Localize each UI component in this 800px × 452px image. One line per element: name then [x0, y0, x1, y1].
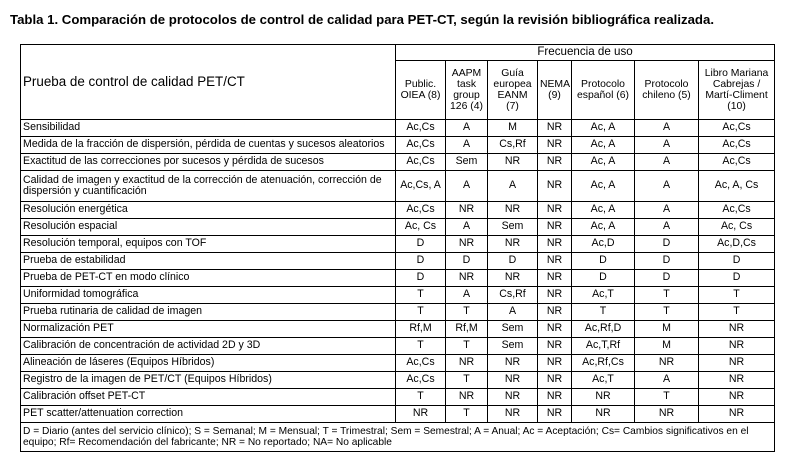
frequency-cell: Ac,Rf,Cs: [572, 355, 635, 372]
frequency-cell: Ac, A: [572, 219, 635, 236]
frequency-cell: A: [635, 219, 699, 236]
frequency-cell: D: [572, 253, 635, 270]
frequency-cell: M: [635, 321, 699, 338]
frequency-cell: Ac, A: [572, 154, 635, 171]
frequency-cell: NR: [538, 202, 572, 219]
group-header-cell: Frecuencia de uso: [396, 45, 775, 61]
frequency-cell: NR: [446, 355, 488, 372]
frequency-cell: D: [572, 270, 635, 287]
frequency-cell: Ac, Cs: [396, 219, 446, 236]
table-row: [21, 154, 775, 171]
frequency-cell: NR: [446, 202, 488, 219]
table-footnote: D = Diario (antes del servicio clínico); S = Semanal; M = Mensual; T = Trimestral; Sem = Semestral; A = Anual; Ac = Aceptación; Cs= Cambios significativos en el equipo; Rf= Recomendación del fabricante; NR = No reportado; NA= No aplicable: [21, 423, 775, 452]
table-row: [21, 406, 775, 423]
frequency-cell: A: [488, 304, 538, 321]
table-row: [21, 355, 775, 372]
frequency-cell: A: [635, 137, 699, 154]
column-header: Protocolo español (6): [572, 61, 635, 120]
frequency-cell: T: [635, 389, 699, 406]
frequency-cell: Ac,Cs, A: [396, 171, 446, 202]
frequency-cell: D: [699, 253, 775, 270]
frequency-cell: NR: [488, 372, 538, 389]
frequency-cell: D: [635, 253, 699, 270]
frequency-cell: NR: [538, 355, 572, 372]
frequency-cell: Sem: [488, 219, 538, 236]
test-name-cell: Registro de la imagen de PET/CT (Equipos Híbridos): [21, 372, 396, 389]
frequency-cell: Ac,T: [572, 287, 635, 304]
frequency-cell: NR: [538, 304, 572, 321]
frequency-cell: Ac,Rf,D: [572, 321, 635, 338]
frequency-cell: Sem: [488, 338, 538, 355]
frequency-cell: NR: [538, 406, 572, 423]
frequency-cell: Rf,M: [396, 321, 446, 338]
column-header: Libro Mariana Cabrejas / Martí-Climent (10): [699, 61, 775, 120]
frequency-cell: Sem: [446, 154, 488, 171]
frequency-cell: Ac,Cs: [699, 120, 775, 137]
frequency-cell: A: [635, 171, 699, 202]
frequency-cell: D: [396, 236, 446, 253]
test-name-cell: Calibración de concentración de actividad 2D y 3D: [21, 338, 396, 355]
frequency-cell: Ac,Cs: [396, 355, 446, 372]
frequency-cell: Ac,Cs: [396, 372, 446, 389]
frequency-cell: NR: [488, 236, 538, 253]
frequency-cell: D: [699, 270, 775, 287]
frequency-cell: Ac,Cs: [396, 120, 446, 137]
table-row: [21, 137, 775, 154]
frequency-cell: Ac,T,Rf: [572, 338, 635, 355]
frequency-cell: NR: [538, 120, 572, 137]
row-header-cell: Prueba de control de calidad PET/CT: [21, 45, 396, 120]
frequency-cell: T: [396, 389, 446, 406]
frequency-cell: Cs,Rf: [488, 287, 538, 304]
frequency-cell: NR: [699, 389, 775, 406]
frequency-cell: A: [488, 171, 538, 202]
frequency-cell: Ac,Cs: [699, 154, 775, 171]
frequency-cell: NR: [396, 406, 446, 423]
frequency-cell: D: [635, 270, 699, 287]
table-row: [21, 389, 775, 406]
test-name-cell: Resolución espacial: [21, 219, 396, 236]
frequency-cell: T: [572, 304, 635, 321]
frequency-cell: Ac,D: [572, 236, 635, 253]
frequency-cell: Ac,D,Cs: [699, 236, 775, 253]
frequency-cell: A: [446, 137, 488, 154]
frequency-cell: D: [446, 253, 488, 270]
frequency-cell: NR: [488, 202, 538, 219]
test-name-cell: Sensibilidad: [21, 120, 396, 137]
frequency-cell: NR: [699, 338, 775, 355]
table-row: [21, 202, 775, 219]
frequency-cell: NR: [488, 154, 538, 171]
table-row: [21, 120, 775, 137]
frequency-cell: D: [396, 253, 446, 270]
frequency-cell: NR: [699, 321, 775, 338]
frequency-cell: NR: [538, 338, 572, 355]
frequency-cell: D: [635, 236, 699, 253]
frequency-cell: Cs,Rf: [488, 137, 538, 154]
frequency-cell: NR: [538, 321, 572, 338]
frequency-cell: NR: [538, 270, 572, 287]
test-name-cell: Normalización PET: [21, 321, 396, 338]
frequency-cell: NR: [572, 406, 635, 423]
frequency-cell: Ac, A: [572, 120, 635, 137]
frequency-cell: M: [635, 338, 699, 355]
frequency-cell: NR: [538, 372, 572, 389]
table-row: [21, 219, 775, 236]
frequency-cell: Ac, A: [572, 137, 635, 154]
frequency-cell: Ac,Cs: [396, 202, 446, 219]
frequency-cell: NR: [488, 389, 538, 406]
frequency-cell: A: [446, 120, 488, 137]
frequency-cell: A: [635, 372, 699, 389]
frequency-cell: NR: [538, 253, 572, 270]
frequency-cell: T: [396, 338, 446, 355]
table-row: [21, 287, 775, 304]
test-name-cell: Resolución energética: [21, 202, 396, 219]
table-row: [21, 253, 775, 270]
column-header: NEMA (9): [538, 61, 572, 120]
frequency-cell: D: [396, 270, 446, 287]
frequency-cell: NR: [538, 171, 572, 202]
frequency-cell: Ac,Cs: [699, 137, 775, 154]
frequency-cell: Ac, A, Cs: [699, 171, 775, 202]
table-row: [21, 270, 775, 287]
table-caption: Tabla 1. Comparación de protocolos de control de calidad para PET-CT, según la revisión bibliográfica realizada.: [10, 12, 714, 27]
frequency-cell: NR: [488, 270, 538, 287]
frequency-cell: T: [699, 287, 775, 304]
test-name-cell: Medida de la fracción de dispersión, pérdida de cuentas y sucesos aleatorios: [21, 137, 396, 154]
frequency-cell: NR: [635, 355, 699, 372]
frequency-cell: T: [635, 304, 699, 321]
frequency-cell: NR: [538, 236, 572, 253]
frequency-cell: NR: [538, 154, 572, 171]
frequency-cell: Ac,T: [572, 372, 635, 389]
table-row: [21, 171, 775, 202]
test-name-cell: Calibración offset PET-CT: [21, 389, 396, 406]
test-name-cell: Prueba rutinaria de calidad de imagen: [21, 304, 396, 321]
test-name-cell: Exactitud de las correcciones por sucesos y pérdida de sucesos: [21, 154, 396, 171]
frequency-cell: NR: [699, 406, 775, 423]
frequency-cell: NR: [538, 219, 572, 236]
frequency-cell: Ac,Cs: [699, 202, 775, 219]
frequency-cell: Sem: [488, 321, 538, 338]
test-name-cell: Uniformidad tomográfica: [21, 287, 396, 304]
frequency-cell: A: [635, 154, 699, 171]
frequency-cell: NR: [572, 389, 635, 406]
test-name-cell: PET scatter/attenuation correction: [21, 406, 396, 423]
frequency-cell: Ac,Cs: [396, 137, 446, 154]
frequency-cell: M: [488, 120, 538, 137]
frequency-cell: NR: [446, 270, 488, 287]
test-name-cell: Prueba de PET-CT en modo clínico: [21, 270, 396, 287]
footnote-row: [21, 423, 775, 452]
frequency-cell: NR: [488, 355, 538, 372]
table-row: [21, 321, 775, 338]
test-name-cell: Prueba de estabilidad: [21, 253, 396, 270]
frequency-cell: T: [396, 304, 446, 321]
test-name-cell: Calidad de imagen y exactitud de la corrección de atenuación, corrección de dispersión y cuantificación: [21, 171, 396, 202]
frequency-cell: A: [446, 287, 488, 304]
frequency-cell: NR: [488, 406, 538, 423]
frequency-cell: A: [446, 171, 488, 202]
column-header: Protocolo chileno (5): [635, 61, 699, 120]
frequency-cell: NR: [699, 355, 775, 372]
frequency-cell: NR: [538, 389, 572, 406]
frequency-cell: Ac, A: [572, 171, 635, 202]
frequency-cell: NR: [699, 372, 775, 389]
frequency-cell: NR: [446, 236, 488, 253]
frequency-cell: D: [488, 253, 538, 270]
frequency-cell: A: [635, 202, 699, 219]
qc-comparison-table: [20, 44, 775, 452]
test-name-cell: Resolución temporal, equipos con TOF: [21, 236, 396, 253]
column-header: Guía europea EANM (7): [488, 61, 538, 120]
frequency-cell: A: [446, 219, 488, 236]
frequency-cell: T: [446, 406, 488, 423]
test-name-cell: Alineación de láseres (Equipos Híbridos): [21, 355, 396, 372]
frequency-cell: T: [699, 304, 775, 321]
frequency-cell: Rf,M: [446, 321, 488, 338]
frequency-cell: T: [396, 287, 446, 304]
frequency-cell: Ac, A: [572, 202, 635, 219]
frequency-cell: T: [446, 304, 488, 321]
column-header: AAPM task group 126 (4): [446, 61, 488, 120]
frequency-cell: Ac,Cs: [396, 154, 446, 171]
frequency-cell: T: [446, 338, 488, 355]
frequency-cell: A: [635, 120, 699, 137]
table-row: [21, 236, 775, 253]
frequency-cell: NR: [538, 137, 572, 154]
frequency-cell: NR: [446, 389, 488, 406]
table-row: [21, 338, 775, 355]
column-header: Public. OIEA (8): [396, 61, 446, 120]
frequency-cell: Ac, Cs: [699, 219, 775, 236]
frequency-cell: T: [635, 287, 699, 304]
frequency-cell: NR: [538, 287, 572, 304]
frequency-cell: T: [446, 372, 488, 389]
table-row: [21, 372, 775, 389]
table-row: [21, 304, 775, 321]
frequency-cell: NR: [635, 406, 699, 423]
